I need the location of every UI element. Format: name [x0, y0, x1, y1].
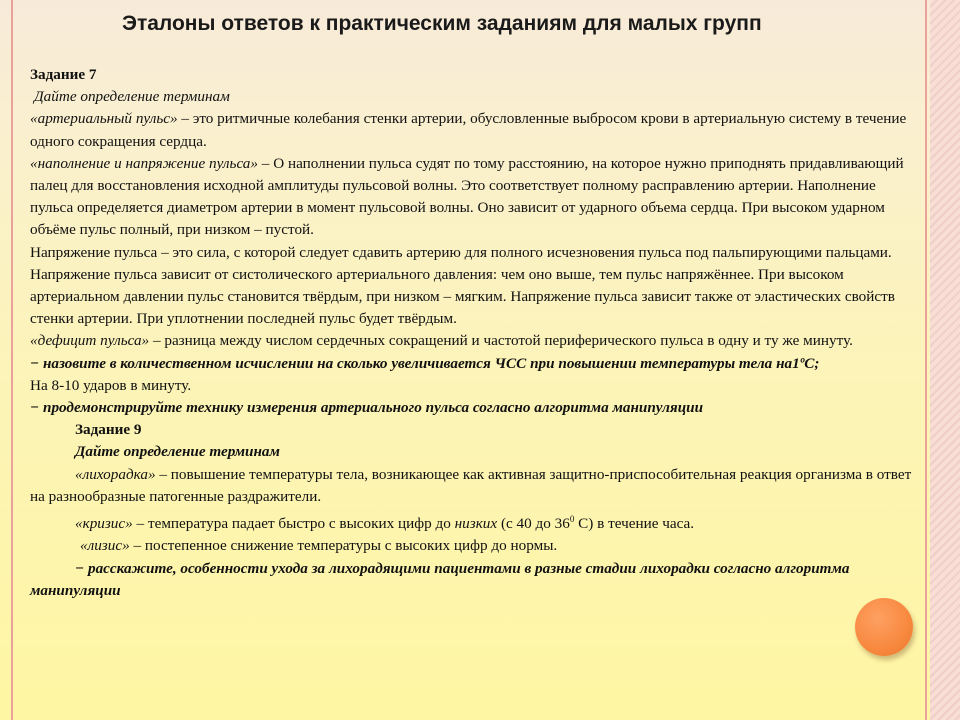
task7-tension-paragraph: Напряжение пульса – это сила, с которой следует сдавить артерию для полного исчезновения пульса под пальпирующими пальцами. Напряжение пульса зависит от систолического артериального давления: чем оно выше, тем пульс напряжённее. При высоком артериальном давлении пульс становится твёрдым, при низком – мягким. Напряжение пульса зависит также от эластических свойств стенки артерии. При уплотнении последней пульс будет твёрдым. — [30, 243, 895, 328]
term-lysis: «лизис» — [80, 537, 130, 555]
term-fever: «лихорадка» — [75, 465, 156, 483]
task7-term1-paragraph — [30, 108, 920, 152]
task7-answer1: На 8-10 ударов в минуту. — [30, 376, 192, 394]
task9-heading: Задание 9 — [75, 421, 142, 439]
def-crisis-b: (с 40 до 36 — [497, 515, 570, 533]
left-decorative-stripe — [11, 0, 13, 720]
task7-question1: − назовите в количественном исчислении на сколько увеличивается ЧСС при повышении температуры тела на1ºС; — [30, 354, 820, 372]
task9-define: Дайте определение терминам — [75, 443, 280, 461]
def-crisis-c: С) в течение часа. — [574, 515, 695, 533]
slide-content — [30, 64, 920, 602]
def-crisis-degree: 0 — [569, 514, 575, 525]
right-decorative-line — [925, 0, 927, 720]
task9-term1-paragraph — [30, 464, 920, 508]
orange-circle-decoration — [855, 598, 913, 656]
term-arterial-pulse: «артериальный пульс» — [30, 110, 178, 128]
task9-term2-paragraph — [30, 508, 920, 535]
right-decorative-band — [930, 0, 960, 720]
term-pulse-deficit: «дефицит пульса» — [30, 332, 150, 350]
task7-define: Дайте определение терминам — [34, 88, 230, 106]
task9-term3-paragraph — [30, 535, 920, 557]
def-crisis-low: низких — [454, 515, 498, 533]
def-pulse-deficit: – разница между числом сердечных сокращений и частотой периферического пульса в одну и ту же минуту. — [149, 332, 853, 350]
task7-heading: Задание 7 — [30, 66, 97, 83]
task7-term2-paragraph — [30, 153, 920, 242]
def-crisis-a: – температура падает быстро с высоких цифр до — [132, 515, 455, 533]
task9-question — [30, 558, 920, 602]
task9-question-text: − расскажите, особенности ухода за лихорадящими пациентами в разные стадии лихорадки согласно алгоритма манипуляции — [30, 559, 850, 599]
task7-term3-paragraph — [30, 330, 920, 352]
term-pulse-filling: «наполнение и напряжение пульса» — [30, 154, 258, 172]
def-pulse-filling: – О наполнении пульса судят по тому расстоянию, на которое нужно приподнять придавливающий палец для восстановления исходной амплитуды пульсовой волны. Это соответствует полному расправлению артерии. Наполнение пульса определяется диаметром артерии в момент пульсовой волны. Оно зависит от ударного объема сердца. При высоком ударном объёме пульс полный, при низком – пустой. — [30, 154, 904, 239]
task7-question2: − продемонстрируйте технику измерения артериального пульса согласно алгоритма манипуляции — [30, 399, 704, 417]
def-lysis: – постепенное снижение температуры с высоких цифр до нормы. — [129, 537, 558, 555]
def-arterial-pulse: – это ритмичные колебания стенки артерии, обусловленные выбросом крови в артериальную систему в течение одного сокращения сердца. — [30, 110, 907, 150]
slide-title: Эталоны ответов к практическим заданиям для малых групп — [122, 12, 762, 35]
term-crisis: «кризис» — [75, 515, 133, 533]
def-fever: – повышение температуры тела, возникающее как активная защитно-приспособительная реакция организма в ответ на разнообразные патогенные раздражители. — [30, 465, 912, 505]
